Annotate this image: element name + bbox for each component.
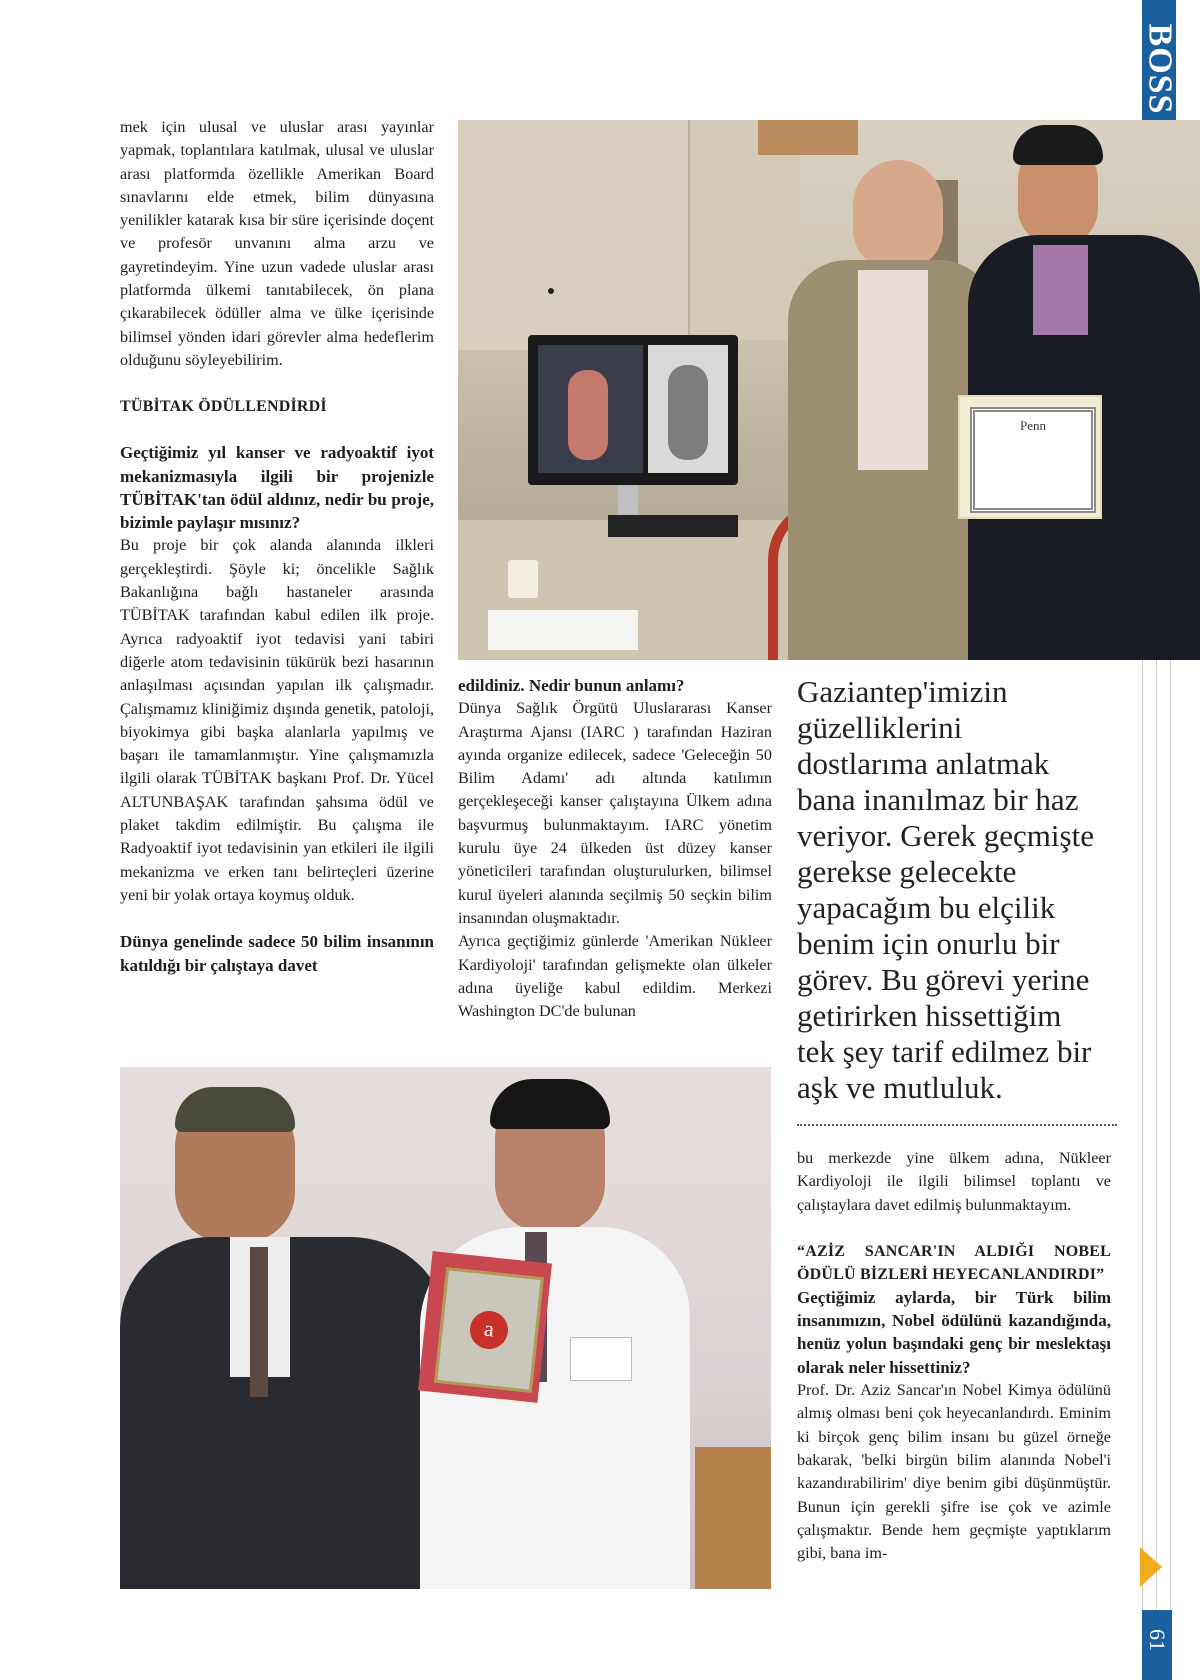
article-column-3 xyxy=(797,1147,1111,1565)
decorative-line xyxy=(1156,660,1157,1620)
pull-quote-line: aşk ve mutluluk. xyxy=(797,1070,1003,1105)
pull-quote xyxy=(797,674,1127,1106)
decorative-line xyxy=(1170,660,1171,1620)
pull-quote-line: görev. Bu görevi yerine xyxy=(797,962,1090,997)
interview-question-2-end: edildiniz. Nedir bunun anlamı? xyxy=(458,676,685,695)
interview-question-1: Geçtiğimiz yıl kanser ve radyoaktif iyot mekanizmasıyla ilgili bir projenizle TÜBİTAK'tan ödül aldınız, nedir bu proje, bizimle paylaşır mısınız? xyxy=(120,443,434,533)
pull-quote-line: güzelliklerini xyxy=(797,710,963,745)
photo-award-plaque xyxy=(120,1067,771,1589)
certificate-label: Penn xyxy=(1020,418,1046,433)
pull-quote-line: getirirken hissettiğim xyxy=(797,998,1062,1033)
decorative-line xyxy=(1142,660,1143,1620)
pull-quote-line: dostlarıma anlatmak xyxy=(797,746,1050,781)
section-heading-aziz-sancar: “AZİZ SANCAR'IN ALDIĞI NOBEL ÖDÜLÜ BİZLERİ HEYECANLANDIRDI” xyxy=(797,1242,1111,1283)
interview-question-3: Geçtiğimiz aylarda, bir Türk bilim insanımızın, Nobel ödülünü kazandığında, henüz yolun başındaki genç bir meslektaşı olarak neler hissettiniz? xyxy=(797,1287,1111,1377)
page-number: 61 xyxy=(1145,1629,1170,1651)
pull-quote-line: tek şey tarif edilmez bir xyxy=(797,1034,1092,1069)
pull-quote-line: benim için onurlu bir xyxy=(797,926,1060,961)
brand-logo: BOSS xyxy=(1141,23,1179,115)
interview-answer-2-continued: bu merkezde yine ülkem adına, Nükleer Kardiyoloji ile ilgili bilimsel toplantı ve çalıştaylara davet edilmiş bulunmaktayım. xyxy=(797,1149,1111,1214)
pull-quote-line: veriyor. Gerek geçmişte xyxy=(797,818,1094,853)
pull-quote-line: bana inanılmaz bir haz xyxy=(797,782,1079,817)
section-heading-tubitak: TÜBİTAK ÖDÜLLENDİRDİ xyxy=(120,398,327,416)
pull-quote-line: gerekse gelecekte xyxy=(797,854,1017,889)
article-column-1 xyxy=(120,116,434,977)
article-column-2 xyxy=(458,674,772,1023)
intro-paragraph: mek için ulusal ve uluslar arası yayınlar yapmak, toplantılara katılmak, ulusal ve uluslar arası platformda özellikle Amerikan Board sınavlarını elde etmek, bilim dünyasına yenilikler katarak kısa bir süre içerisinde doçent ve profesör unvanını alma arzu ve gayretindeyim. Yine uzun vadede uluslar arası platformda ülkemi tanıtabilecek, ön plana çıkarabilecek ödüller alma ve ülke içerisinde bilimsel yönden idari görevler alma hedeflerim olduğunu söyleyebilirim. xyxy=(120,118,434,369)
interview-question-2-start: Dünya genelinde sadece 50 bilim insanının katıldığı bir çalıştaya davet xyxy=(120,932,434,975)
pull-quote-line: Gaziantep'imizin xyxy=(797,674,1008,709)
interview-answer-2-part2: Ayrıca geçtiğimiz günlerde 'Amerikan Nükleer Kardiyoloji' tarafından gelişmekte olan ülkeler adına üyeliğe kabul edildim. Merkezi Washington DC'de bulunan xyxy=(458,932,772,1021)
interview-answer-2-part1: Dünya Sağlık Örgütü Uluslararası Kanser Araştırma Ajansı (IARC ) tarafından Haziran ayında organize edilecek, sadece 'Geleceğin 50 Bilim Adamı' adı altında katılımın gerçekleşeceği kanser çalıştayına Ülkem adına başvurmuş bulunmaktayım. IARC yönetim kurulu üye 24 ülkeden üst düzey kanser yöneticileri tarafından oluşturulurken, bilimsel kurul üyeleri alanında seçilmiş 50 seçkin bilim insanından oluşmaktadır. xyxy=(458,699,772,927)
pull-quote-line: yapacağım bu elçilik xyxy=(797,890,1056,925)
interview-answer-1: Bu proje bir çok alanda alanında ilkleri gerçekleştirdi. Şöyle ki; öncelikle Sağlık Bakanlığına bağlı hastaneler arasında TÜBİTAK tarafından kabul edilen ilk proje. Ayrıca radyoaktif iyot tedavisi yani tabiri diğerle atom tedavisinin tükürük bezi hasarının anlaşılması açısından yapılan ilk çalışmadır. Çalışmamız kliniğimiz dışında genetik, patoloji, biyokimya gibi başka alanlarla yapılmış ve başarı ile tamamlanmıştır. Yine çalışmamızla ilgili olarak TÜBİTAK başkanı Prof. Dr. Yücel ALTUNBAŞAK tarafından şahsıma ödül ve plaket takdim edilmiştir. Bu çalışma ile Radyoaktif iyot tedavisinin yan etkileri ile ilgili mekanizma ve erken tanı belirteçleri üzerine yeni bir yolak ortaya koymuş olduk. xyxy=(120,536,434,904)
next-page-arrow-icon xyxy=(1140,1547,1162,1587)
plaque-logo: a xyxy=(468,1309,510,1351)
interview-answer-3: Prof. Dr. Aziz Sancar'ın Nobel Kimya ödülünü almış olması beni çok heyecanlandırdı. Eminim ki birçok genç bilim insanı bu güzel örneğe bakarak, 'belki birgün bilim alanında Nobel'i kazandırabilirim' diye benim gibi düşünmüştür. Bunun için gerekli şifre ise çok ve azimle çalışmaktır. Bende hem geçmişte yaptıklarım gibi, bana im- xyxy=(797,1381,1111,1563)
dotted-divider xyxy=(797,1124,1117,1128)
photo-office-certificate xyxy=(458,120,1200,660)
